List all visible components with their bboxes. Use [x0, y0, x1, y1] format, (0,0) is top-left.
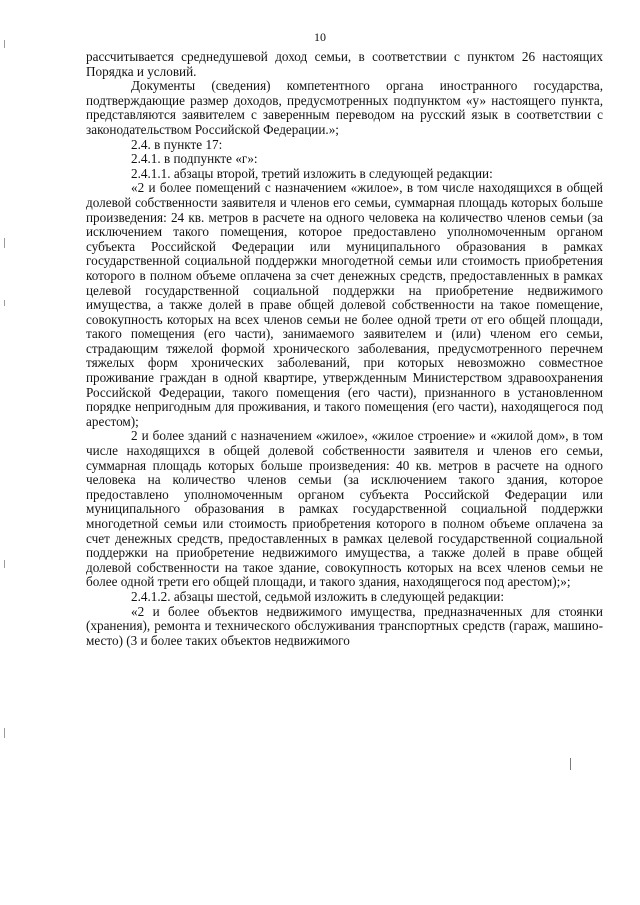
paragraph-premises-rule: «2 и более помещений с назначением «жилое», в том числе находящихся в общей долевой собственности заявителя и членов его семьи, суммарная площадь которых больше произведения: 24 кв. метров в расчете на одного человека на количество членов семьи (за исключением такого помещения, которое предоставлено уполномоченным органом субъекта Российской Федерации или муниципального образования в рамках государственной социальной поддержки многодетной семьи или стоимость приобретения которого в полном объеме оплачена за счет денежных средств, предоставленных в рамках целевой государственной социальной поддержки на приобретение недвижимого имущества, а также долей в праве общей долевой собственности на такое помещение, совокупность которых на всех членов семьи не более одной трети от его общей площади, такого помещения (его части), занимаемого заявителем и (или) членом его семьи, страдающим тяжелой формой хронического заболевания, предусмотренного перечнем тяжелых форм хронических заболеваний, при которых невозможно совместное проживание граждан в одной квартире, утвержденным Министерством здравоохранения Российской Федерации, такого помещения (его части), признанного в установленном порядке непригодным для проживания, и такого помещения (его части), находящегося под арестом);	[86, 180, 603, 429]
paragraph-item-2-4-1-1: 2.4.1.1. абзацы второй, третий изложить в следующей редакции:	[131, 165, 493, 181]
paragraph-item-2-4: 2.4. в пункте 17:	[131, 136, 223, 152]
scan-edge-line	[4, 238, 5, 248]
document-body	[86, 50, 603, 648]
page-number: 10	[314, 30, 326, 44]
paragraph-item-2-4-1-2: 2.4.1.2. абзацы шестой, седьмой изложить в следующей редакции:	[131, 588, 505, 604]
scan-edge-line	[4, 300, 5, 306]
paragraph-item-2-4-1: 2.4.1. в подпункте «г»:	[131, 151, 258, 167]
scan-edge-line	[570, 758, 571, 770]
paragraph-buildings-rule: 2 и более зданий с назначением «жилое», «жилое строение» и «жилой дом», в том числе находящихся в общей долевой собственности заявителя и членов его семьи, суммарная площадь которых больше произведения: 40 кв. метров в расчете на одного человека на количество членов семьи (за исключением такого здания, которое предоставлено уполномоченным органом субъекта Российской Федерации или муниципального образования в рамках государственной социальной поддержки многодетной семьи или стоимость приобретения которого в полном объеме оплачена за счет денежных средств, предоставленных в рамках целевой государственной социальной поддержки на приобретение недвижимого имущества, а также долей в праве общей долевой собственности на такое здание, совокупность которых на всех членов семьи не более одной трети его общей площади, и такого здания, находящегося под арестом);»;	[86, 428, 603, 590]
paragraph-foreign-documents: Документы (сведения) компетентного органа иностранного государства, подтверждающие размер доходов, предусмотренных подпунктом «у» настоящего пункта, представляются заявителем с заверенным переводом на русский язык в соответствии с законодательством Российской Федерации.»;	[86, 78, 603, 137]
paragraph-garage-rule: «2 и более объектов недвижимого имущества, предназначенных для стоянки (хранения), ремонта и технического обслуживания транспортных средств (гараж, машино-место) (3 и более таких объектов недвижимого	[86, 603, 603, 648]
scan-edge-line	[4, 728, 5, 738]
scan-edge-line	[4, 560, 5, 568]
paragraph-continuation: рассчитывается среднедушевой доход семьи, в соответствии с пунктом 26 настоящих Порядка и условий.	[86, 49, 603, 79]
